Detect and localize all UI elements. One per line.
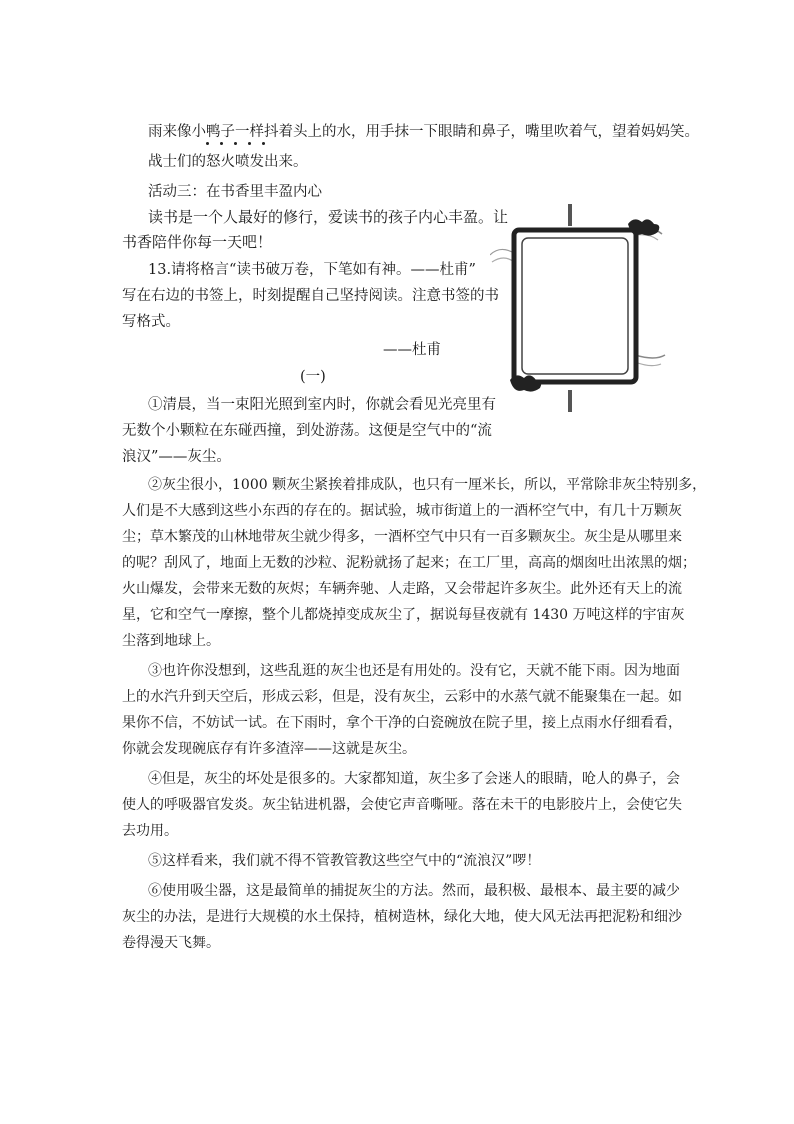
paragraph-2-line-1: ②灰尘很小，1000 颗灰尘紧挨着排成队，也只有一厘米长，所以，平常除非灰尘特别多，	[148, 477, 707, 493]
question-13-line-2: 写在右边的书签上，时刻提醒自己坚持阅读。注意书签的书	[122, 288, 499, 304]
paragraph-2-line-2: 人们是不大感到这些小东西的存在的。据试验，城市街道上的一酒杯空气中，有几十万颗灰	[122, 503, 682, 519]
paragraph-2-line-6: 星，它和空气一摩擦，整个儿都烧掉变成灰尘了，据说每昼夜就有 1430 万吨这样的宇宙灰	[122, 607, 685, 623]
paragraph-3-line-4: 你就会发现碗底存有许多渣滓——这就是灰尘。	[122, 741, 416, 757]
paragraph-1-line-2: 无数个小颗粒在东碰西撞，到处游荡。这便是空气中的“流	[122, 423, 492, 439]
paragraph-1-line-1: ①清晨，当一束阳光照到室内时，你就会看见光亮里有	[148, 397, 496, 413]
activity-title: 活动三：在书香里丰盈内心	[148, 184, 322, 200]
section-number: (一)	[300, 369, 326, 385]
paragraph-5-line-1: ⑤这样看来，我们就不得不管教管教这些空气中的“流浪汉”啰！	[148, 853, 541, 869]
sentence-duckling: 雨来像小鸭子一样抖着头上的水，用手抹一下眼睛和鼻子，嘴里吹着气，望着妈妈笑。	[148, 124, 699, 140]
sentence-soldiers: 战士们的怒火喷发出来。	[148, 154, 308, 170]
paragraph-3-line-2: 上的水汽升到天空后，形成云彩，但是，没有灰尘，云彩中的水蒸气就不能聚集在一起。如	[122, 689, 682, 705]
paragraph-4-line-2: 使人的呼吸器官发炎。灰尘钻进机器，会使它声音嘶哑。落在未干的电影胶片上，会使它失	[122, 797, 682, 813]
paragraph-4-line-1: ④但是，灰尘的坏处是很多的。大家都知道，灰尘多了会迷人的眼睛，呛人的鼻子，会	[148, 771, 680, 787]
question-13-line-3: 写格式。	[122, 314, 180, 330]
paragraph-6-line-1: ⑥使用吸尘器，这是最简单的捕捉灰尘的方法。然而，最积极、最根本、最主要的减少	[148, 883, 680, 899]
question-13-line-1: 13.请将格言“读书破万卷，下笔如有神。——杜甫”	[148, 262, 476, 278]
paragraph-6-line-3: 卷得漫天飞舞。	[122, 935, 220, 951]
paragraph-4-line-3: 去功用。	[122, 823, 178, 839]
paragraph-2-line-4: 的呢？刮风了，地面上无数的沙粒、泥粉就扬了起来；在工厂里，高高的烟囱吐出浓黑的烟；	[122, 555, 696, 571]
paragraph-2-line-7: 尘落到地球上。	[122, 633, 220, 649]
paragraph-3-line-1: ③也许你没想到，这些乱逛的灰尘也还是有用处的。没有它，天就不能下雨。因为地面	[148, 663, 680, 679]
paragraph-3-line-3: 果你不信，不妨试一试。在下雨时，拿个干净的白瓷碗放在院子里，接上点雨水仔细看看，	[122, 715, 682, 731]
intro-line-2: 书香陪伴你每一天吧！	[122, 233, 273, 251]
intro-line-1: 读书是一个人最好的修行，爱读书的孩子内心丰盈。让	[148, 208, 509, 226]
paragraph-2-line-3: 尘；草木繁茂的山林地带灰尘就少得多，一酒杯空气中只有一百多颗灰尘。灰尘是从哪里来	[122, 529, 682, 545]
paragraph-6-line-2: 灰尘的办法，是进行大规模的水土保持，植树造林，绿化大地，使大风无法再把泥粉和细沙	[122, 909, 682, 925]
author-attribution: ——杜甫	[383, 342, 441, 358]
paragraph-1-line-3: 浪汉”——灰尘。	[122, 449, 231, 465]
paragraph-2-line-5: 火山爆发，会带来无数的灰烬；车辆奔驰、人走路，又会带起许多灰尘。此外还有天上的流	[122, 581, 682, 597]
bookmark-frame	[490, 200, 670, 420]
